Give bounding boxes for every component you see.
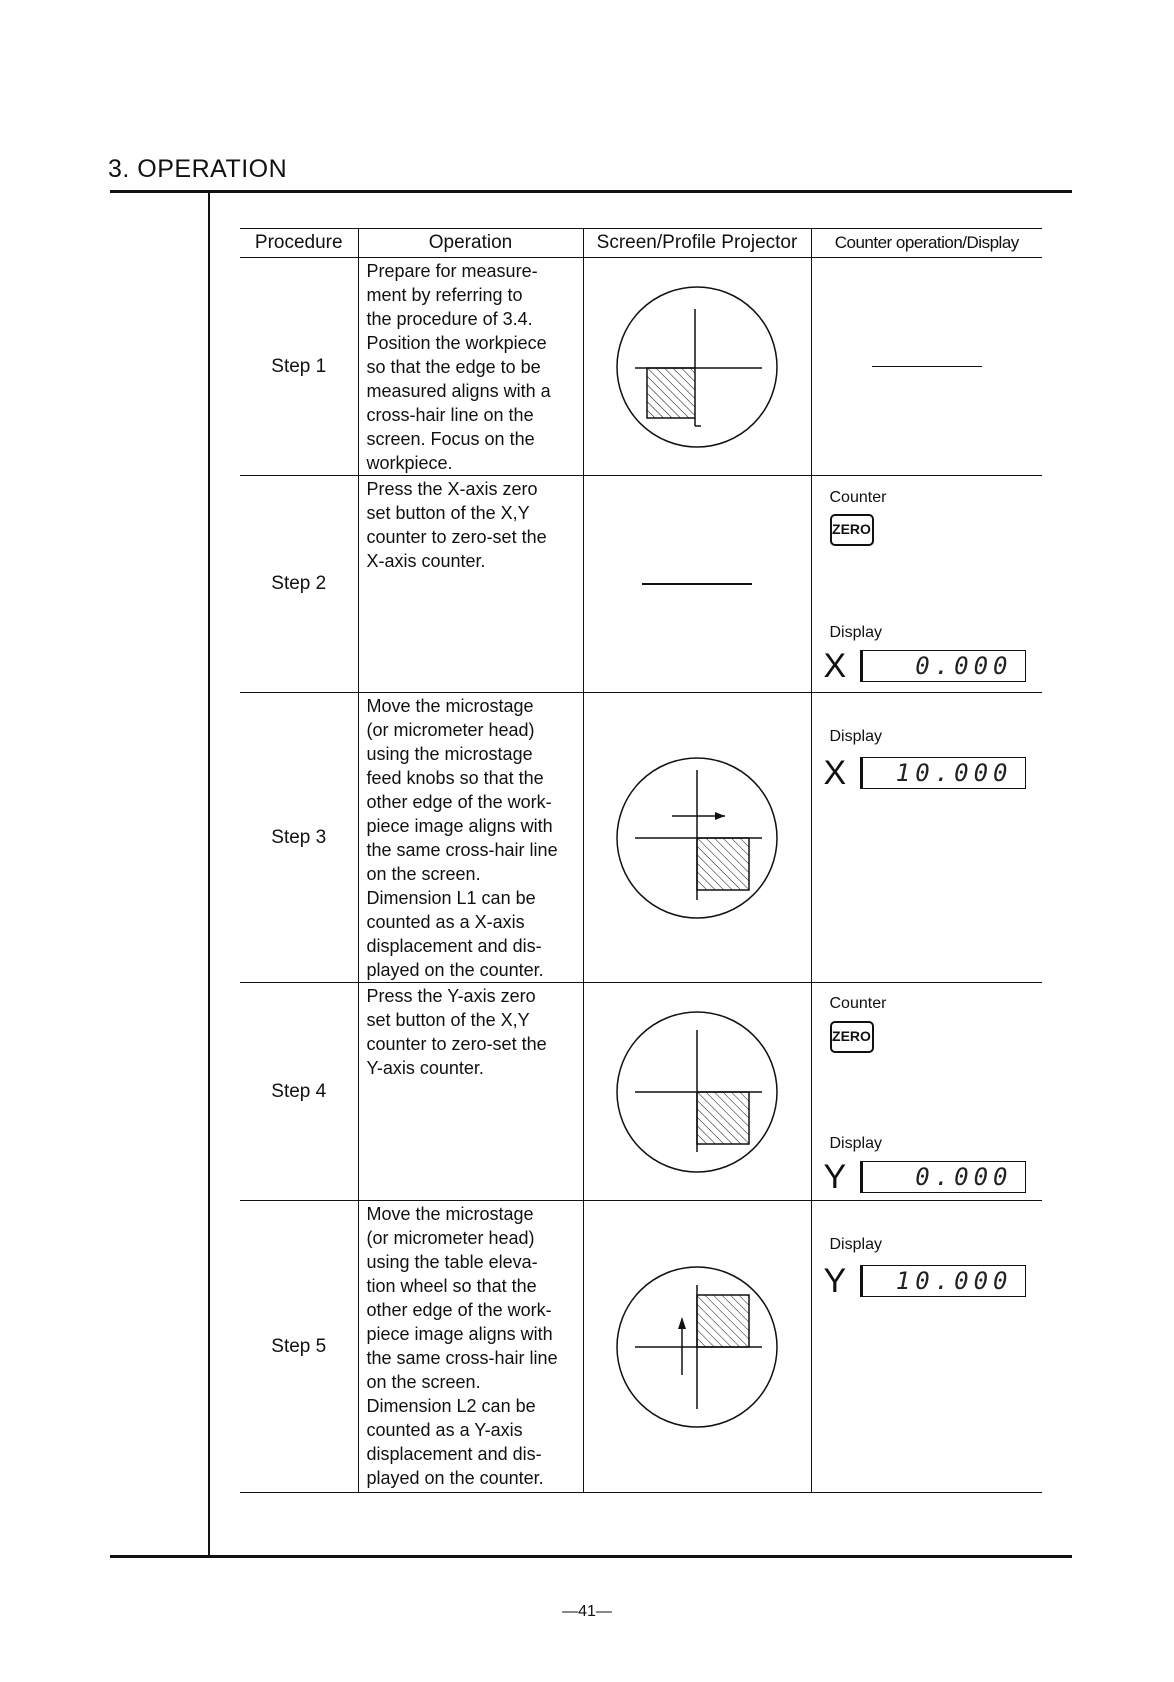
operation-line: Move the microstage — [366, 1204, 534, 1224]
axis-letter: X — [823, 754, 847, 792]
operation-line: the same cross-hair line — [366, 1348, 558, 1368]
operation-line: Position the workpiece — [366, 333, 547, 353]
operation-line: counted as a Y-axis — [366, 1420, 523, 1440]
table-header-row — [240, 229, 1042, 258]
step-label: Step 4 — [240, 983, 358, 1201]
lcd-display: 10.000 — [860, 1265, 1026, 1297]
header-counter: Counter operation/Display — [811, 229, 1042, 258]
operation-line: so that the edge to be — [366, 357, 541, 377]
table-row — [240, 258, 1042, 476]
header-procedure: Procedure — [240, 229, 358, 258]
no-change-dash — [642, 583, 752, 585]
arrow-right-icon — [715, 812, 725, 820]
operation-table — [240, 228, 1042, 1493]
operation-cell — [358, 1201, 583, 1493]
arrow-up-icon — [678, 1317, 686, 1329]
operation-cell — [358, 258, 583, 476]
zero-button[interactable]: ZERO — [830, 514, 874, 546]
header-screen: Screen/Profile Projector — [583, 229, 811, 258]
operation-cell — [358, 476, 583, 693]
counter-label: Counter — [829, 995, 887, 1012]
operation-line: other edge of the work- — [366, 792, 552, 812]
projector-screen-diagram — [607, 1257, 787, 1437]
operation-line: played on the counter. — [366, 960, 544, 980]
operation-line: ment by referring to — [366, 285, 523, 305]
display-label: Display — [829, 1135, 882, 1152]
axis-letter: Y — [823, 1158, 847, 1196]
step-label: Step 3 — [240, 693, 358, 983]
lcd-display: 0.000 — [860, 1161, 1026, 1193]
operation-line: other edge of the work- — [366, 1300, 552, 1320]
counter-cell — [811, 258, 1042, 476]
page-number: —41— — [562, 1603, 612, 1620]
top-rule — [110, 190, 1072, 193]
screen-cell — [583, 693, 811, 983]
operation-line: piece image aligns with — [366, 1324, 553, 1344]
operation-line: Dimension L1 can be — [366, 888, 536, 908]
operation-line: set button of the X,Y — [366, 1010, 530, 1030]
screen-cell — [583, 476, 811, 693]
counter-cell — [811, 1201, 1042, 1493]
operation-line: workpiece. — [366, 453, 453, 473]
operation-line: Press the X-axis zero — [366, 479, 538, 499]
screen-cell — [583, 1201, 811, 1493]
operation-line: (or micrometer head) — [366, 1228, 535, 1248]
operation-line: Prepare for measure- — [366, 261, 538, 281]
table-row — [240, 1201, 1042, 1493]
operation-line: the procedure of 3.4. — [366, 309, 533, 329]
zero-button[interactable]: ZERO — [830, 1021, 874, 1053]
operation-line: measured aligns with a — [366, 381, 551, 401]
lcd-display: 10.000 — [860, 757, 1026, 789]
operation-line: cross-hair line on the — [366, 405, 534, 425]
operation-line: Y-axis counter. — [366, 1058, 484, 1078]
operation-line: using the microstage — [366, 744, 533, 764]
operation-line: using the table eleva- — [366, 1252, 538, 1272]
display-label: Display — [829, 728, 882, 745]
projector-screen-diagram — [607, 1002, 787, 1182]
operation-line: counter to zero-set the — [366, 527, 547, 547]
display-label: Display — [829, 624, 882, 641]
operation-line: (or micrometer head) — [366, 720, 535, 740]
step-label: Step 5 — [240, 1201, 358, 1493]
counter-cell — [811, 983, 1042, 1201]
display-label: Display — [829, 1236, 882, 1253]
table-row — [240, 476, 1042, 693]
bottom-rule — [110, 1555, 1072, 1558]
operation-line: Press the Y-axis zero — [366, 986, 536, 1006]
projector-screen-diagram — [607, 748, 787, 928]
operation-line: piece image aligns with — [366, 816, 553, 836]
operation-line: screen. Focus on the — [366, 429, 535, 449]
table-row — [240, 983, 1042, 1201]
operation-cell — [358, 693, 583, 983]
table-row — [240, 693, 1042, 983]
projector-screen-diagram — [607, 277, 787, 457]
operation-line: on the screen. — [366, 864, 481, 884]
operation-line: counter to zero-set the — [366, 1034, 547, 1054]
operation-line: tion wheel so that the — [366, 1276, 537, 1296]
step-label: Step 1 — [240, 258, 358, 476]
lcd-display: 0.000 — [860, 650, 1026, 682]
operation-line: X-axis counter. — [366, 551, 486, 571]
counter-cell — [811, 476, 1042, 693]
step-label: Step 2 — [240, 476, 358, 693]
axis-letter: X — [823, 647, 847, 685]
operation-line: Move the microstage — [366, 696, 534, 716]
counter-cell — [811, 693, 1042, 983]
operation-line: on the screen. — [366, 1372, 481, 1392]
no-operation-dash — [872, 366, 982, 368]
counter-label: Counter — [829, 489, 887, 506]
operation-line: played on the counter. — [366, 1468, 544, 1488]
operation-line: the same cross-hair line — [366, 840, 558, 860]
operation-line: displacement and dis- — [366, 936, 542, 956]
operation-line: feed knobs so that the — [366, 768, 544, 788]
operation-line: Dimension L2 can be — [366, 1396, 536, 1416]
section-title: 3. OPERATION — [108, 155, 288, 183]
header-operation: Operation — [358, 229, 583, 258]
operation-line: counted as a X-axis — [366, 912, 525, 932]
screen-cell — [583, 983, 811, 1201]
axis-letter: Y — [823, 1262, 847, 1300]
operation-line: set button of the X,Y — [366, 503, 530, 523]
operation-line: displacement and dis- — [366, 1444, 542, 1464]
left-rule — [208, 190, 210, 1557]
screen-cell — [583, 258, 811, 476]
operation-cell — [358, 983, 583, 1201]
